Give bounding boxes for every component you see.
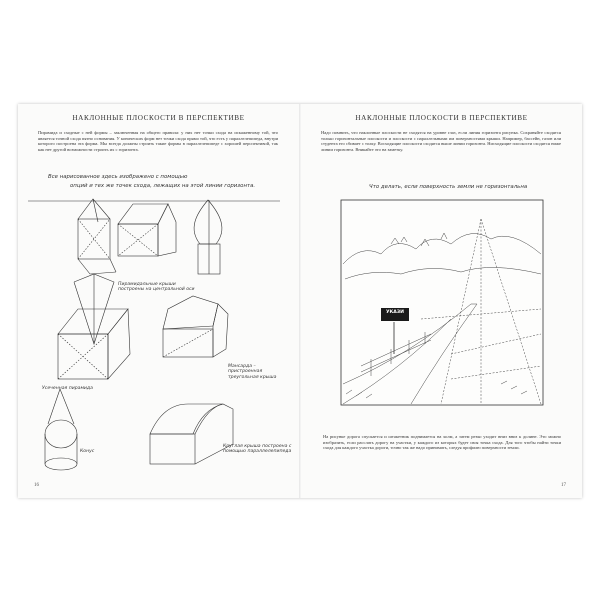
cone-and-cylinder bbox=[45, 389, 77, 470]
left-perspective-drawings bbox=[18, 104, 299, 498]
label-round-roof: Круглая крыша построена с помощью параллелепипеда bbox=[223, 444, 292, 455]
mansard-house bbox=[163, 296, 228, 357]
gable-house bbox=[118, 204, 176, 256]
left-page-paragraph: Пирамида и сходные с ней формы – заключенная на общего правила: у них нет точки схода на искаженному той, что является точной схода пятно основания. У конических форм нет точки схода прямо той, что есть у параллелепипеда, внутри которого построена эта форма. Мы всегда должны строить такие формы в параллелепипеде с хорошей перспективой, так как нет другой возможности строить их с горизонта. bbox=[38, 130, 278, 152]
right-caption: Что делать, если поверхность земли не горизонтальна bbox=[369, 184, 528, 190]
right-footer-paragraph: На рисунке дорога спускается и штакетник поднимается на холм, а затем резко уходит вниз вниз к долине. Это можно изобразить, если расслать дорогу на участки, у каждого из которых будет своя точка схода. Для того чтобы найти точки схода для каждого участка дороги, точно так же надо принимать, следуя профилю поверхности земли. bbox=[323, 434, 561, 451]
onion-tower bbox=[194, 200, 222, 274]
label-mansard: Мансарда – пристроенная треугольная крыша bbox=[228, 364, 277, 380]
road-sign-text: УКАЗИ bbox=[386, 310, 404, 315]
main-caption-line2: опций и тех же точек схода, лежащих на этой линии горизонта. bbox=[70, 183, 256, 189]
right-page bbox=[301, 104, 582, 498]
book-spread bbox=[18, 104, 582, 498]
label-pyramid-roofs: Пирамидальные крыши построены на центральной оси bbox=[118, 282, 195, 293]
round-roof-box bbox=[150, 404, 233, 464]
main-caption-line1: Все нарисованное здесь изображено с помощью bbox=[48, 174, 188, 180]
right-page-paragraph: Надо помнить, что наклонные плоскости не сходятся на уровне глаз, если линия горизонта рисунка. Сохраняйте сходятся только горизонтальные плоскости и плоскости с параллельными им поверхностями крыши. Например, бассейн, газон или студента его сбивает с толку. Восходящие плоскости сходятся выше линии горизонта. Нисходящие плоскости сходятся ниже линии горизонта. Вникайте это на заметку. bbox=[321, 130, 561, 152]
pyramid-on-box bbox=[74, 199, 116, 344]
left-page-number: 16 bbox=[34, 483, 39, 488]
right-page-number: 17 bbox=[561, 483, 566, 488]
right-page-heading: НАКЛОННЫЕ ПЛОСКОСТИ В ПЕРСПЕКТИВЕ bbox=[355, 114, 528, 122]
left-page bbox=[18, 104, 299, 498]
label-truncated-pyramid: Усеченная пирамида bbox=[42, 386, 93, 391]
label-cone: Конус bbox=[80, 449, 95, 454]
left-page-heading: НАКЛОННЫЕ ПЛОСКОСТИ В ПЕРСПЕКТИВЕ bbox=[72, 114, 245, 122]
